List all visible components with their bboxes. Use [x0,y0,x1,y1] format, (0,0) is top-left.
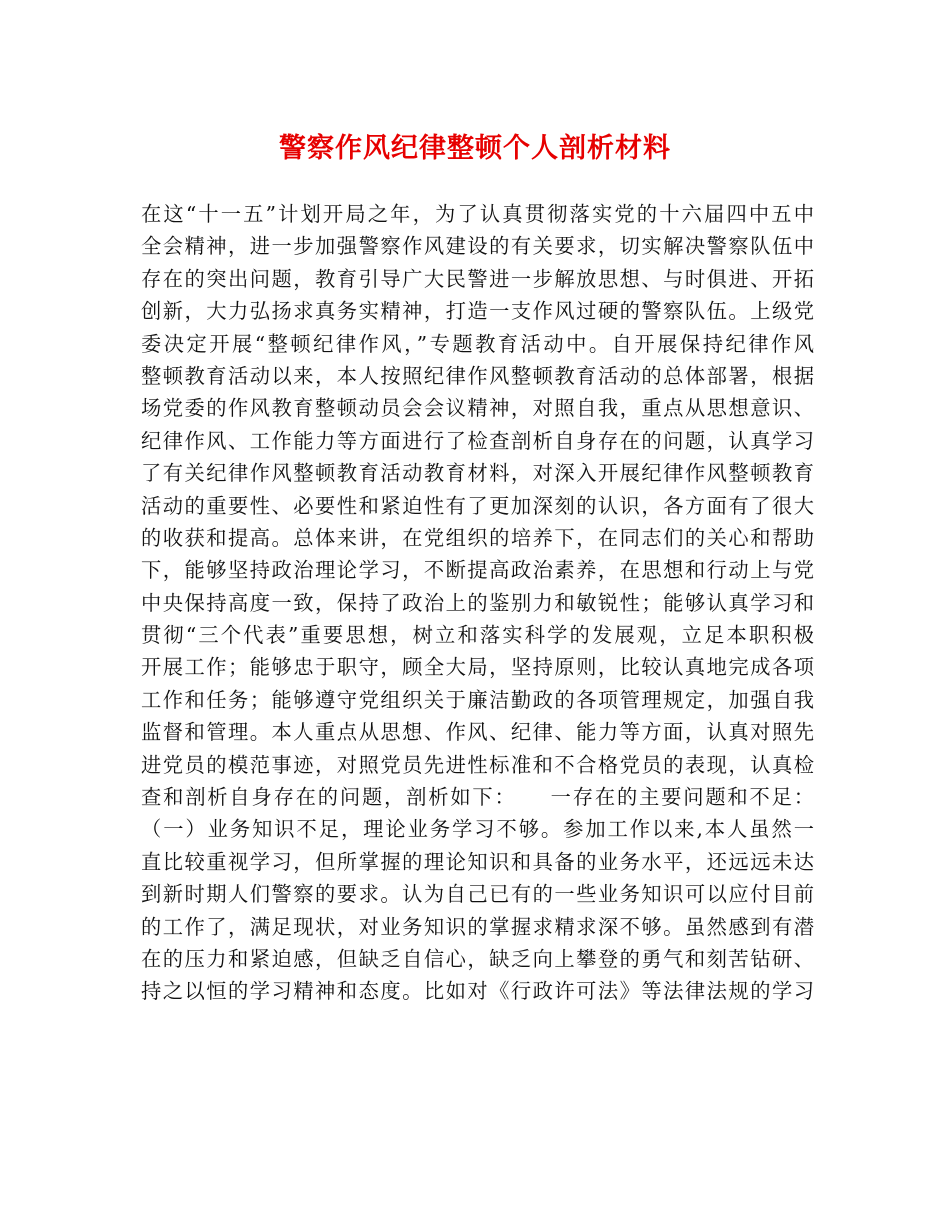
body-line: 的收获和提高。总体来讲，在党组织的培养下，在同志们的关心和帮助 [141,525,814,550]
body-line: 在的压力和紧迫感，但缺乏自信心，缺乏向上攀登的勇气和刻苦钻研、 [141,946,814,971]
body-line: （一）业务知识不足，理论业务学习不够。参加工作以来,本人虽然一 [141,817,814,842]
body-line: 存在的突出问题，教育引导广大民警进一步解放思想、与时俱进、开拓 [141,266,814,291]
body-line: 的工作了，满足现状，对业务知识的掌握求精求深不够。虽然感到有潜 [141,914,814,939]
body-line: 全会精神，进一步加强警察作风建设的有关要求，切实解决警察队伍中 [141,234,814,259]
body-line: 到新时期人们警察的要求。认为自己已有的一些业务知识可以应付目前 [141,882,814,907]
body-line: 在这“十一五”计划开局之年，为了认真贯彻落实党的十六届四中五中 [141,202,814,226]
body-line: 直比较重视学习，但所掌握的理论知识和具备的业务水平，还远远未达 [141,849,814,874]
body-line: 进党员的模范事迹，对照党员先进性标准和不合格党员的表现，认真检 [141,752,814,777]
body-line: 创新，大力弘扬求真务实精神，打造一支作风过硬的警察队伍。上级党 [141,299,814,324]
body-line: 开展工作；能够忠于职守，顾全大局，坚持原则，比较认真地完成各项 [141,655,814,680]
body-line: 下，能够坚持政治理论学习，不断提高政治素养，在思想和行动上与党 [141,558,814,583]
body-line: 纪律作风、工作能力等方面进行了检查剖析自身存在的问题，认真学习 [141,428,814,453]
body-line: 工作和任务；能够遵守党组织关于廉洁勤政的各项管理规定，加强自我 [141,687,814,712]
document-body [141,198,814,1008]
body-line: 持之以恒的学习精神和态度。比如对《行政许可法》等法律法规的学习 [141,979,814,1004]
body-line: 中央保持高度一致，保持了政治上的鉴别力和敏锐性；能够认真学习和 [141,590,814,615]
document-title: 警察作风纪律整顿个人剖析材料 [279,133,671,164]
body-line: 活动的重要性、必要性和紧迫性有了更加深刻的认识，各方面有了很大 [141,493,814,518]
body-line: 整顿教育活动以来，本人按照纪律作风整顿教育活动的总体部署，根据 [141,363,814,388]
body-line: 了有关纪律作风整顿教育活动教育材料，对深入开展纪律作风整顿教育 [141,461,814,486]
body-line: 查和剖析自身存在的问题，剖析如下： 一存在的主要问题和不足： [141,785,814,810]
body-line: 监督和管理。本人重点从思想、作风、纪律、能力等方面，认真对照先 [141,720,814,745]
body-line: 贯彻“三个代表”重要思想，树立和落实科学的发展观，立足本职积极 [141,623,814,648]
body-line: 场党委的作风教育整顿动员会会议精神，对照自我，重点从思想意识、 [141,396,814,421]
body-line: 委决定开展“整顿纪律作风，”专题教育活动中。自开展保持纪律作风 [141,331,814,356]
